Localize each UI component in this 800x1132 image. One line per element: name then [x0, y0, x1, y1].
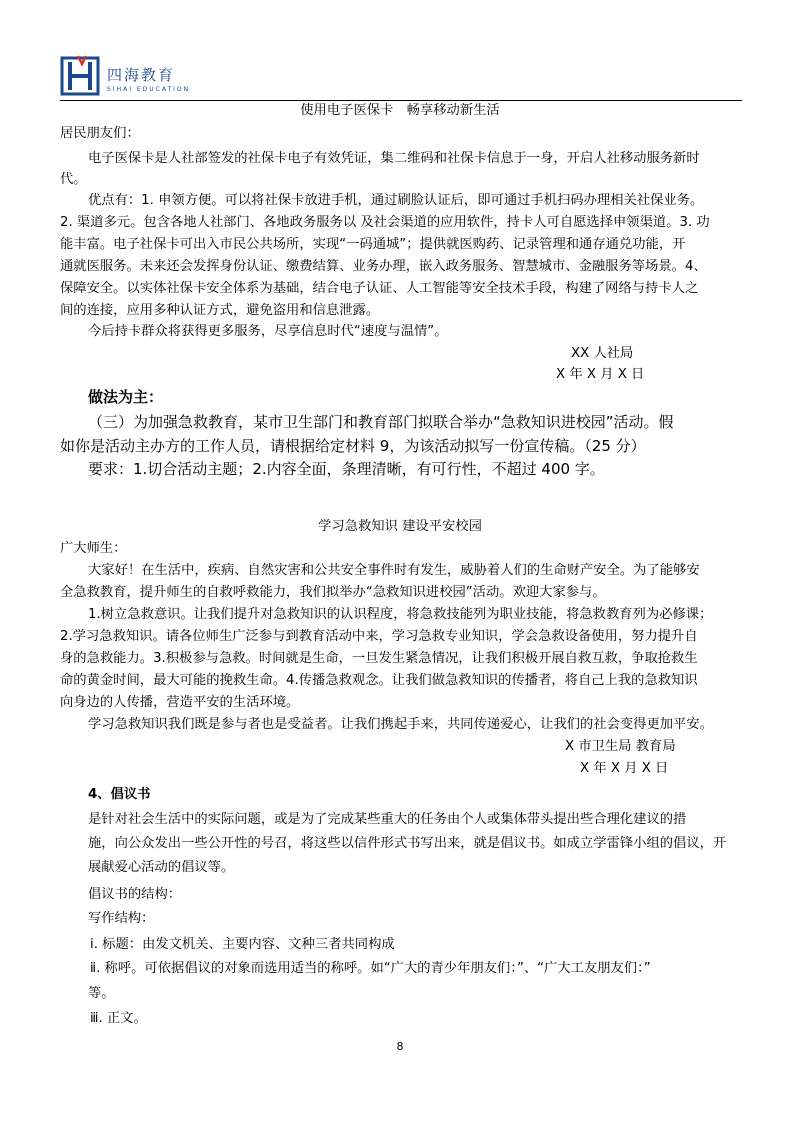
- section2-line: 命的黄金时间，最大可能的挽救生命。4.传播急救观念。让我们做急救知识的传播者，将自己上我的急救知识: [60, 673, 698, 688]
- section1-line: 优点有：1. 申领方便。可以将社保卡放进手机，通过刷脸认证后，即可通过手机扫码办理相关社保业务。: [88, 193, 704, 208]
- section3-line: 倡议书的结构：: [88, 887, 182, 902]
- practice-requirement: 要求：1.切合活动主题；2.内容全面，条理清晰，有可行性，不超过 400 字。: [88, 460, 605, 478]
- section3-line: 写作结构：: [88, 911, 155, 926]
- section2-line: 1.树立急救意识。让我们提升对急救知识的认识程度，将急救技能列为职业技能，将急救教育列为必修课；: [88, 607, 713, 622]
- section3-line: 展献爱心活动的倡议等。: [88, 860, 235, 875]
- section3-line: ⅱ. 称呼。可依据倡议的对象而选用适当的称呼。如“广大的青少年朋友们：”、“广大工友朋友们：”: [90, 961, 651, 976]
- logo-subtext: SIHAI EDUCATION: [107, 86, 191, 93]
- section1-title: 使用电子医保卡 畅享移动新生活: [300, 103, 500, 118]
- practice-question-line: 如你是活动主办方的工作人员，请根据给定材料 9，为该活动拟写一份宣传稿。（25 分）: [60, 437, 646, 455]
- section3-heading: 4、倡议书: [88, 787, 151, 802]
- section3-line: 是针对社会生活中的实际问题，或是为了完成某些重大的任务由个人或集体带头提出些合理化建议的措: [88, 812, 687, 827]
- section3-line: ⅲ. 正文。: [90, 1011, 147, 1026]
- practice-question-line: （三）为加强急救教育，某市卫生部门和教育部门拟联合举办“急救知识进校园”活动。假: [88, 413, 674, 431]
- section2-line: 全急救教育，提升师生的自救呼救能力，我们拟举办“急救知识进校园”活动。欢迎大家参与。: [60, 585, 606, 600]
- section2-line: 大家好！在生活中，疾病、自然灾害和公共安全事件时有发生，威胁着人们的生命财产安全。为了能够安: [88, 563, 700, 578]
- logo-text: 四海教育: [107, 66, 176, 84]
- section1-line: 2. 渠道多元。包含各地人社部门、各地政务服务以 及社会渠道的应用软件，持卡人可自愿选择申领渠道。3. 功: [60, 215, 710, 230]
- section2-signature: X 市卫生局 教育局: [565, 739, 676, 754]
- page-number: 8: [396, 1040, 404, 1053]
- section1-line: 间的连接，应用多种认证方式，避免盗用和信息泄露。: [60, 303, 380, 318]
- section1-greeting: 居民朋友们：: [60, 126, 140, 141]
- section3-line: ⅰ. 标题：由发文机关、主要内容、文种三者共同构成: [90, 937, 395, 952]
- section1-line: 保障安全。以实体社保卡安全体系为基础，结合电子认证、人工智能等安全技术手段，构建了网络与持卡人之: [60, 281, 699, 296]
- section2-title: 学习急救知识 建设平安校园: [318, 519, 482, 534]
- section2-line: 学习急救知识我们既是参与者也是受益者。让我们携起手来，共同传递爱心，让我们的社会变得更加平安。: [88, 717, 713, 732]
- section1-line: 代。: [60, 172, 87, 187]
- section1-line: 电子医保卡是人社部签发的社保卡电子有效凭证，集二维码和社保卡信息于一身，开启人社移动服务新时: [88, 151, 700, 166]
- section2-line: 2.学习急救知识。请各位师生广泛参与到教育活动中来，学习急救专业知识，学会急救设备使用，努力提升自: [60, 629, 698, 644]
- section1-date: X 年 X 月 X 日: [556, 367, 645, 382]
- section2-line: 向身边的人传播，营造平安的生活环境。: [60, 695, 300, 710]
- section3-line: 施，向公众发出一些公开性的号召，将这些以信件形式书写出来，就是倡议书。如成立学雷锋小组的倡议，开: [88, 836, 727, 851]
- section1-signature: XX 人社局: [571, 346, 634, 361]
- section1-line: 通就医服务。未来还会发挥身份认证、缴费结算、业务办理，嵌入政务服务、智慧城市、金融服务等场景。4、: [60, 259, 707, 274]
- section1-line: 今后持卡群众将获得更多服务，尽享信息时代“速度与温情”。: [88, 324, 448, 339]
- section3-line: 等。: [88, 986, 115, 1001]
- section2-line: 身的急救能力。3.积极参与急救。时间就是生命，一旦发生紧急情况，让我们积极开展自救互救，争取抢救生: [60, 651, 698, 666]
- section1-line: 能丰富。电子社保卡可出入市民公共场所，实现“一码通城”；提供就医购药、记录管理和通存通兑功能，开: [60, 237, 686, 252]
- section2-date: X 年 X 月 X 日: [580, 761, 669, 776]
- practice-heading: 做法为主：: [88, 388, 164, 406]
- section2-greeting: 广大师生：: [60, 541, 127, 556]
- header-divider: [60, 100, 742, 101]
